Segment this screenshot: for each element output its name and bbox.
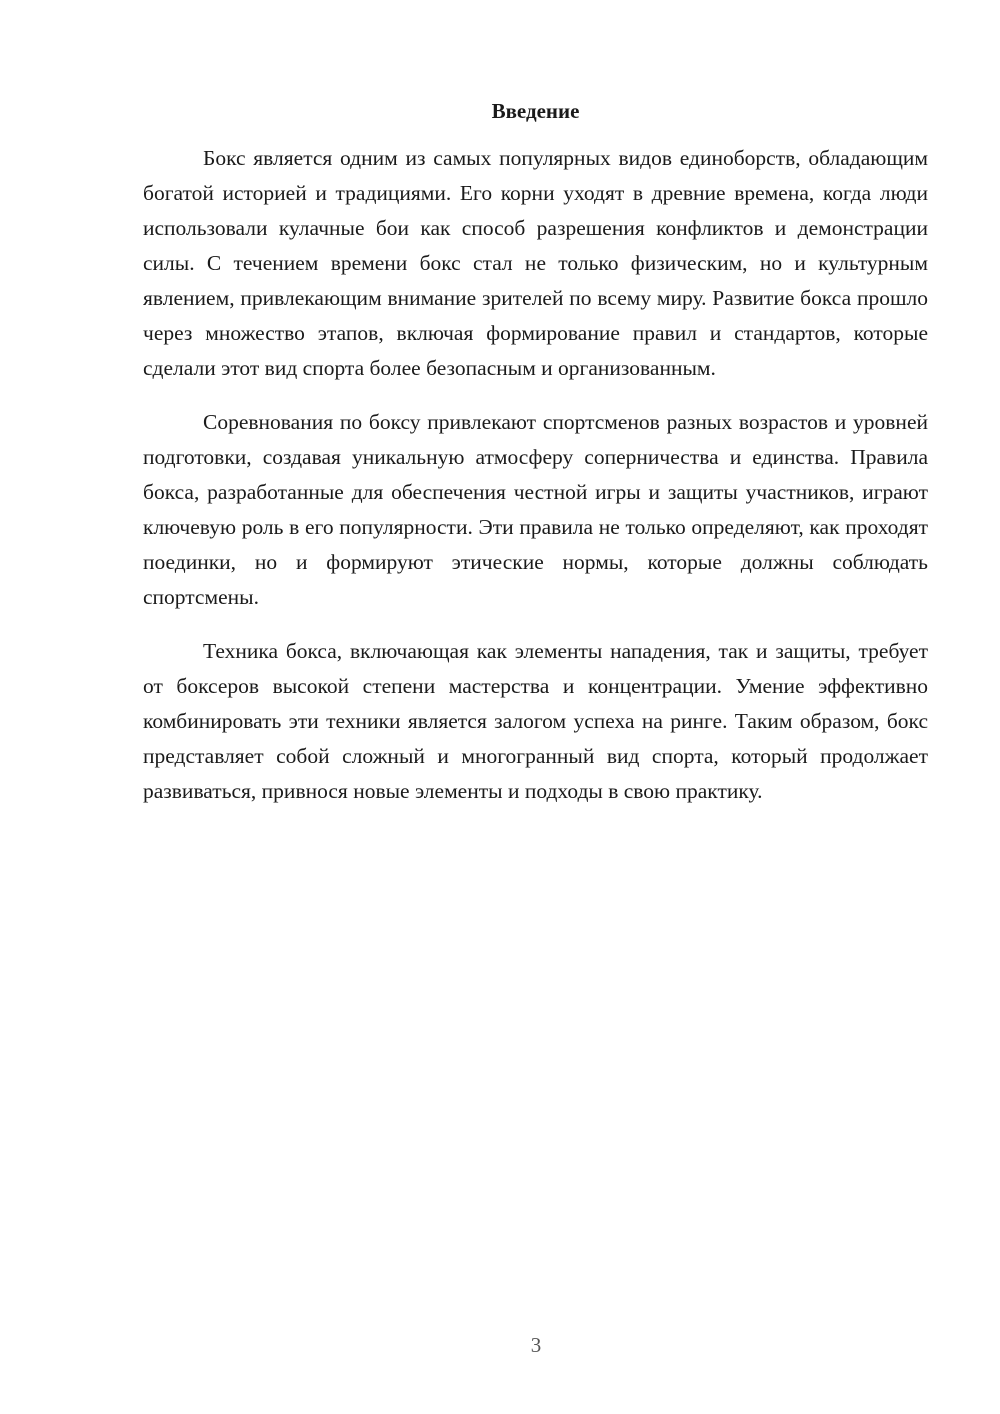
page-number: 3: [530, 1333, 542, 1357]
paragraph-1: Бокс является одним из самых популярных видов единоборств, обладающим богатой историей и традициями. Его корни уходят в древние времена, когда люди использовали кулачные бои как способ разрешения конфликтов и демонстрации силы. С течением времени бокс стал не только физическим, но и культурным явлением, привлекающим внимание зрителей по всему миру. Развитие бокса прошло через множество этапов, включая формирование правил и стандартов, которые сделали этот вид спорта более безопасным и организованным.: [143, 146, 928, 380]
paragraph-3: Техника бокса, включающая как элементы нападения, так и защиты, требует от боксеров высокой степени мастерства и концентрации. Умение эффективно комбинировать эти техники является залогом успеха на ринге. Таким образом, бокс представляет собой сложный и многогранный вид спорта, который продолжает развиваться, привнося новые элементы и подходы в свою практику.: [143, 639, 928, 803]
paragraph-2: Соревнования по боксу привлекают спортсменов разных возрастов и уровней подготовки, создавая уникальную атмосферу соперничества и единства. Правила бокса, разработанные для обеспечения честной игры и защиты участников, играют ключевую роль в его популярности. Эти правила не только определяют, как проходят поединки, но и формируют этические нормы, которые должны соблюдать спортсмены.: [143, 410, 928, 609]
page-title: Введение: [491, 99, 580, 123]
body-text: [143, 141, 928, 828]
